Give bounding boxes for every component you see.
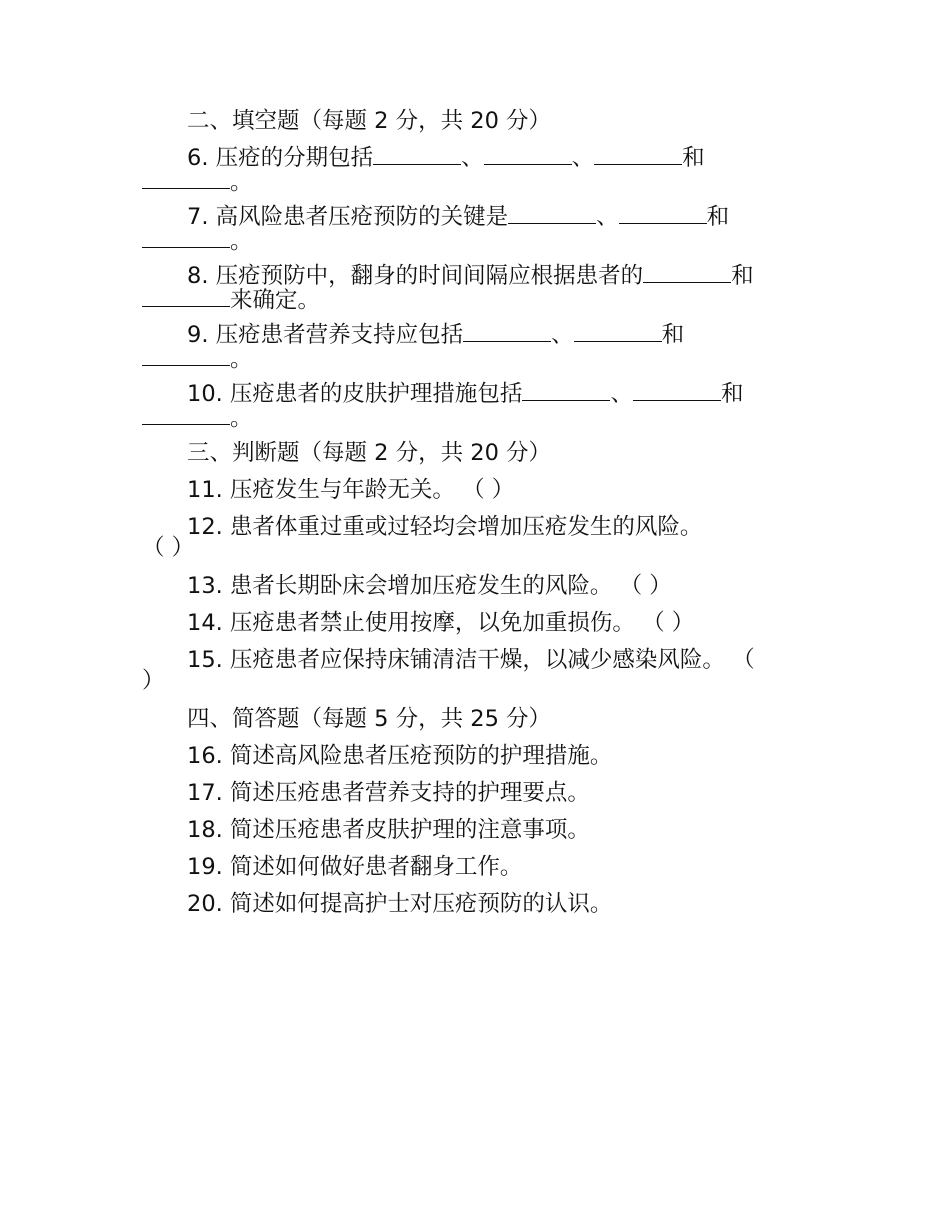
question-20: 20. 简述如何提高护士对压疮预防的认识。 [187,891,613,917]
question-7-wrap: 。 [142,227,822,249]
question-15-wrap: ） [142,668,165,694]
answer-blank[interactable] [574,321,662,342]
answer-blank[interactable] [142,345,230,366]
answer-blank[interactable] [508,203,596,224]
question-10-wrap: 。 [142,404,822,426]
exam-content [142,103,822,923]
answer-blank[interactable] [619,203,707,224]
answer-blank[interactable] [643,262,731,283]
answer-blank[interactable] [633,380,721,401]
question-14: 14. 压疮患者禁止使用按摩，以免加重损伤。 （ ） [187,610,695,636]
question-10: 10. 压疮患者的皮肤护理措施包括 、 和 [187,381,744,407]
question-16: 16. 简述高风险患者压疮预防的护理措施。 [187,743,613,769]
question-17: 17. 简述压疮患者营养支持的护理要点。 [187,780,590,806]
question-8-wrap: 来确定。 [142,286,822,308]
answer-blank[interactable] [484,144,572,165]
question-15: 15. 压疮患者应保持床铺清洁干燥，以减少感染风险。 （ [187,647,755,673]
question-18: 18. 简述压疮患者皮肤护理的注意事项。 [187,817,590,843]
section-heading-true-false: 三、判断题（每题 2 分，共 20 分） [187,440,552,466]
answer-blank[interactable] [373,144,461,165]
question-11: 11. 压疮发生与年龄无关。 （ ） [187,477,515,503]
question-13: 13. 患者长期卧床会增加压疮发生的风险。 （ ） [187,573,672,599]
question-12: 12. 患者体重过重或过轻均会增加压疮发生的风险。 [187,514,703,540]
question-7: 7. 高风险患者压疮预防的关键是 、 和 [187,204,730,230]
question-9-wrap: 。 [142,345,822,367]
answer-blank[interactable] [522,380,610,401]
question-6-wrap: 。 [142,168,822,190]
answer-blank[interactable] [463,321,551,342]
section-heading-fill-in: 二、填空题（每题 2 分，共 20 分） [187,108,552,134]
answer-blank[interactable] [142,286,230,307]
question-6: 6. 压疮的分期包括 、 、 和 [187,145,705,171]
answer-blank[interactable] [142,168,230,189]
section-heading-short-answer: 四、简答题（每题 5 分，共 25 分） [187,706,552,732]
question-12-wrap: （ ） [142,535,195,561]
question-8: 8. 压疮预防中，翻身的时间间隔应根据患者的 和 [187,263,754,289]
question-19: 19. 简述如何做好患者翻身工作。 [187,854,523,880]
answer-blank[interactable] [142,227,230,248]
answer-blank[interactable] [594,144,682,165]
answer-blank[interactable] [142,404,230,425]
question-9: 9. 压疮患者营养支持应包括 、 和 [187,322,685,348]
